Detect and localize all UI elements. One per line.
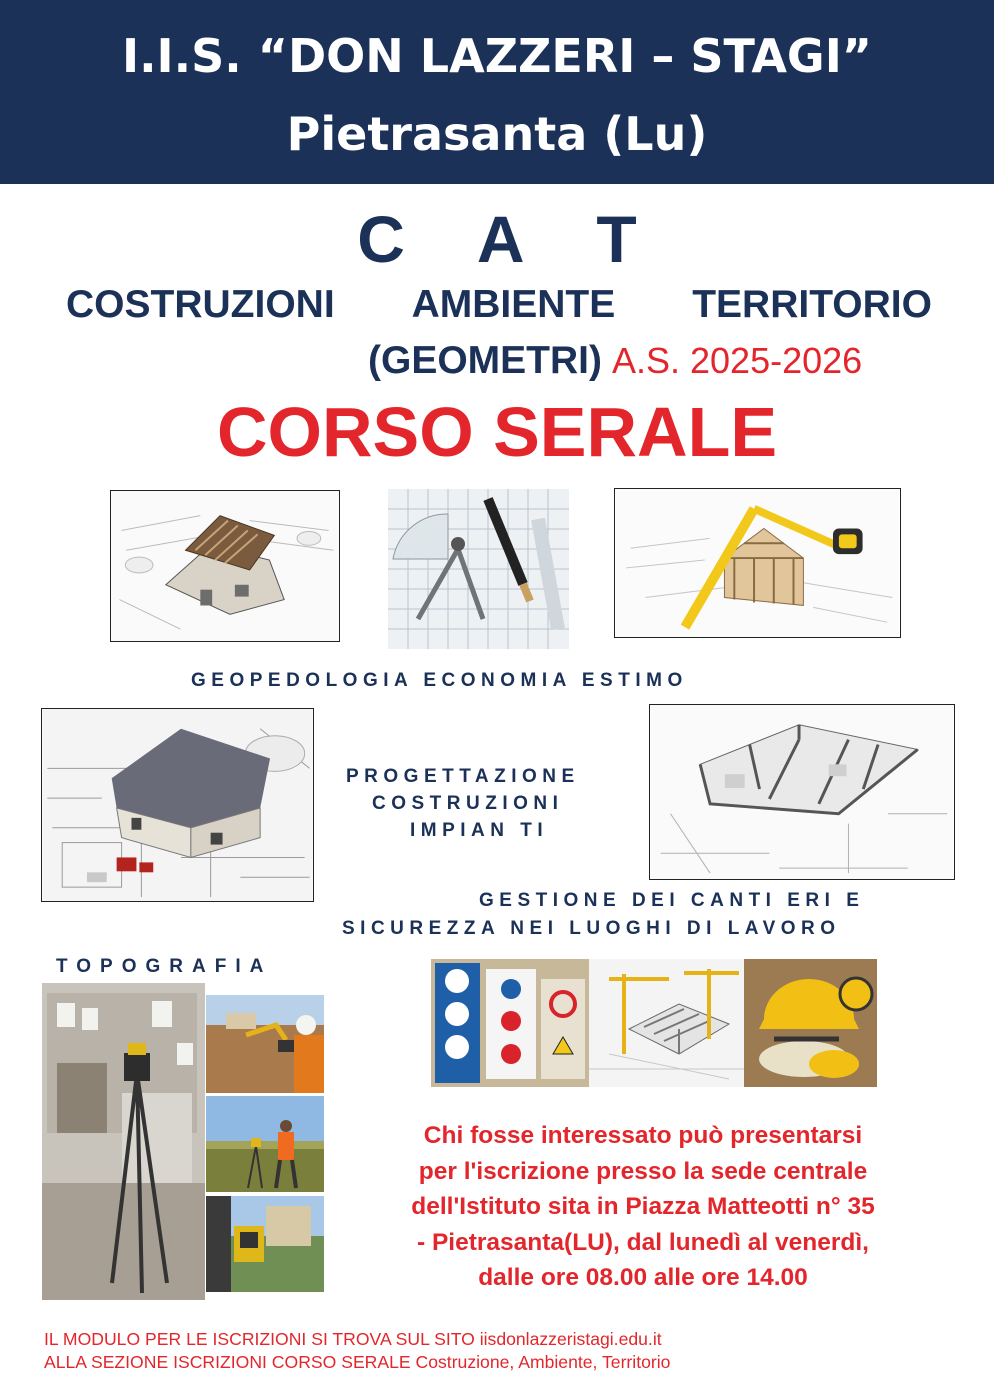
school-year: A.S. 2025-2026 — [611, 340, 863, 381]
house-model-blueprint-image — [41, 708, 314, 902]
safety-signs-image — [431, 959, 589, 1087]
header-banner — [0, 0, 994, 184]
subject-costruzioni: COSTRUZIONI — [372, 793, 564, 814]
subject-topografia: TOPOGRAFIA — [56, 956, 273, 977]
subject-geopedologia-economia-estimo: GEOPEDOLOGIA ECONOMIA ESTIMO — [191, 670, 688, 691]
floor-plan-3d-model-image — [649, 704, 955, 880]
surveyor-field-image — [206, 1096, 324, 1192]
course-name — [66, 282, 932, 328]
course-subtitle: (GEOMETRI) — [368, 339, 602, 382]
info-line: dell'Istituto sita in Piazza Matteotti n° 35 — [411, 1193, 875, 1220]
info-line: Chi fosse interessato può presentarsi — [423, 1122, 863, 1149]
subject-progettazione: PROGETTAZIONE — [346, 766, 580, 787]
building-model-cranes-image — [589, 959, 744, 1087]
surveyor-excavation-image — [206, 995, 324, 1093]
house-roof-blueprint-image — [110, 490, 340, 642]
subject-sicurezza-lavoro: SICUREZZA NEI LUOGHI DI LAVORO — [342, 918, 841, 939]
info-line: per l'iscrizione presso la sede centrale — [418, 1157, 868, 1185]
course-word-ambiente: AMBIENTE — [411, 283, 616, 326]
info-line: - Pietrasanta(LU), dal lunedì al venerdì, — [417, 1228, 869, 1256]
house-frame-measuring-tape-image — [614, 488, 901, 638]
footer-note — [44, 1328, 670, 1374]
course-subtitle-line — [368, 336, 862, 386]
school-name: I.I.S. “DON LAZZERI – STAGI” — [121, 29, 873, 83]
info-line: dalle ore 08.00 alle ore 14.00 — [478, 1264, 808, 1291]
course-type: CORSO SERALE — [216, 393, 778, 471]
course-word-territorio: TERRITORIO — [692, 283, 932, 326]
footer-line: ALLA SEZIONE ISCRIZIONI CORSO SERALE Costruzione, Ambiente, Territorio — [44, 1352, 671, 1372]
subject-impianti: IMPIAN TI — [410, 820, 549, 841]
footer-line: IL MODULO PER LE ISCRIZIONI SI TROVA SUL SITO iisdonlazzeristagi.edu.it — [44, 1329, 662, 1349]
total-station-courtyard-image — [206, 1196, 324, 1292]
course-word-costruzioni: COSTRUZIONI — [66, 283, 335, 326]
course-acronym: C A T — [357, 202, 665, 276]
school-city: Pietrasanta (Lu) — [286, 107, 708, 161]
subject-gestione-cantieri: GESTIONE DEI CANTI ERI E — [479, 890, 865, 911]
hard-hat-gloves-image — [744, 959, 877, 1087]
drafting-compass-image — [388, 489, 569, 649]
enrollment-info — [348, 1118, 938, 1296]
total-station-lab-image — [42, 983, 205, 1300]
